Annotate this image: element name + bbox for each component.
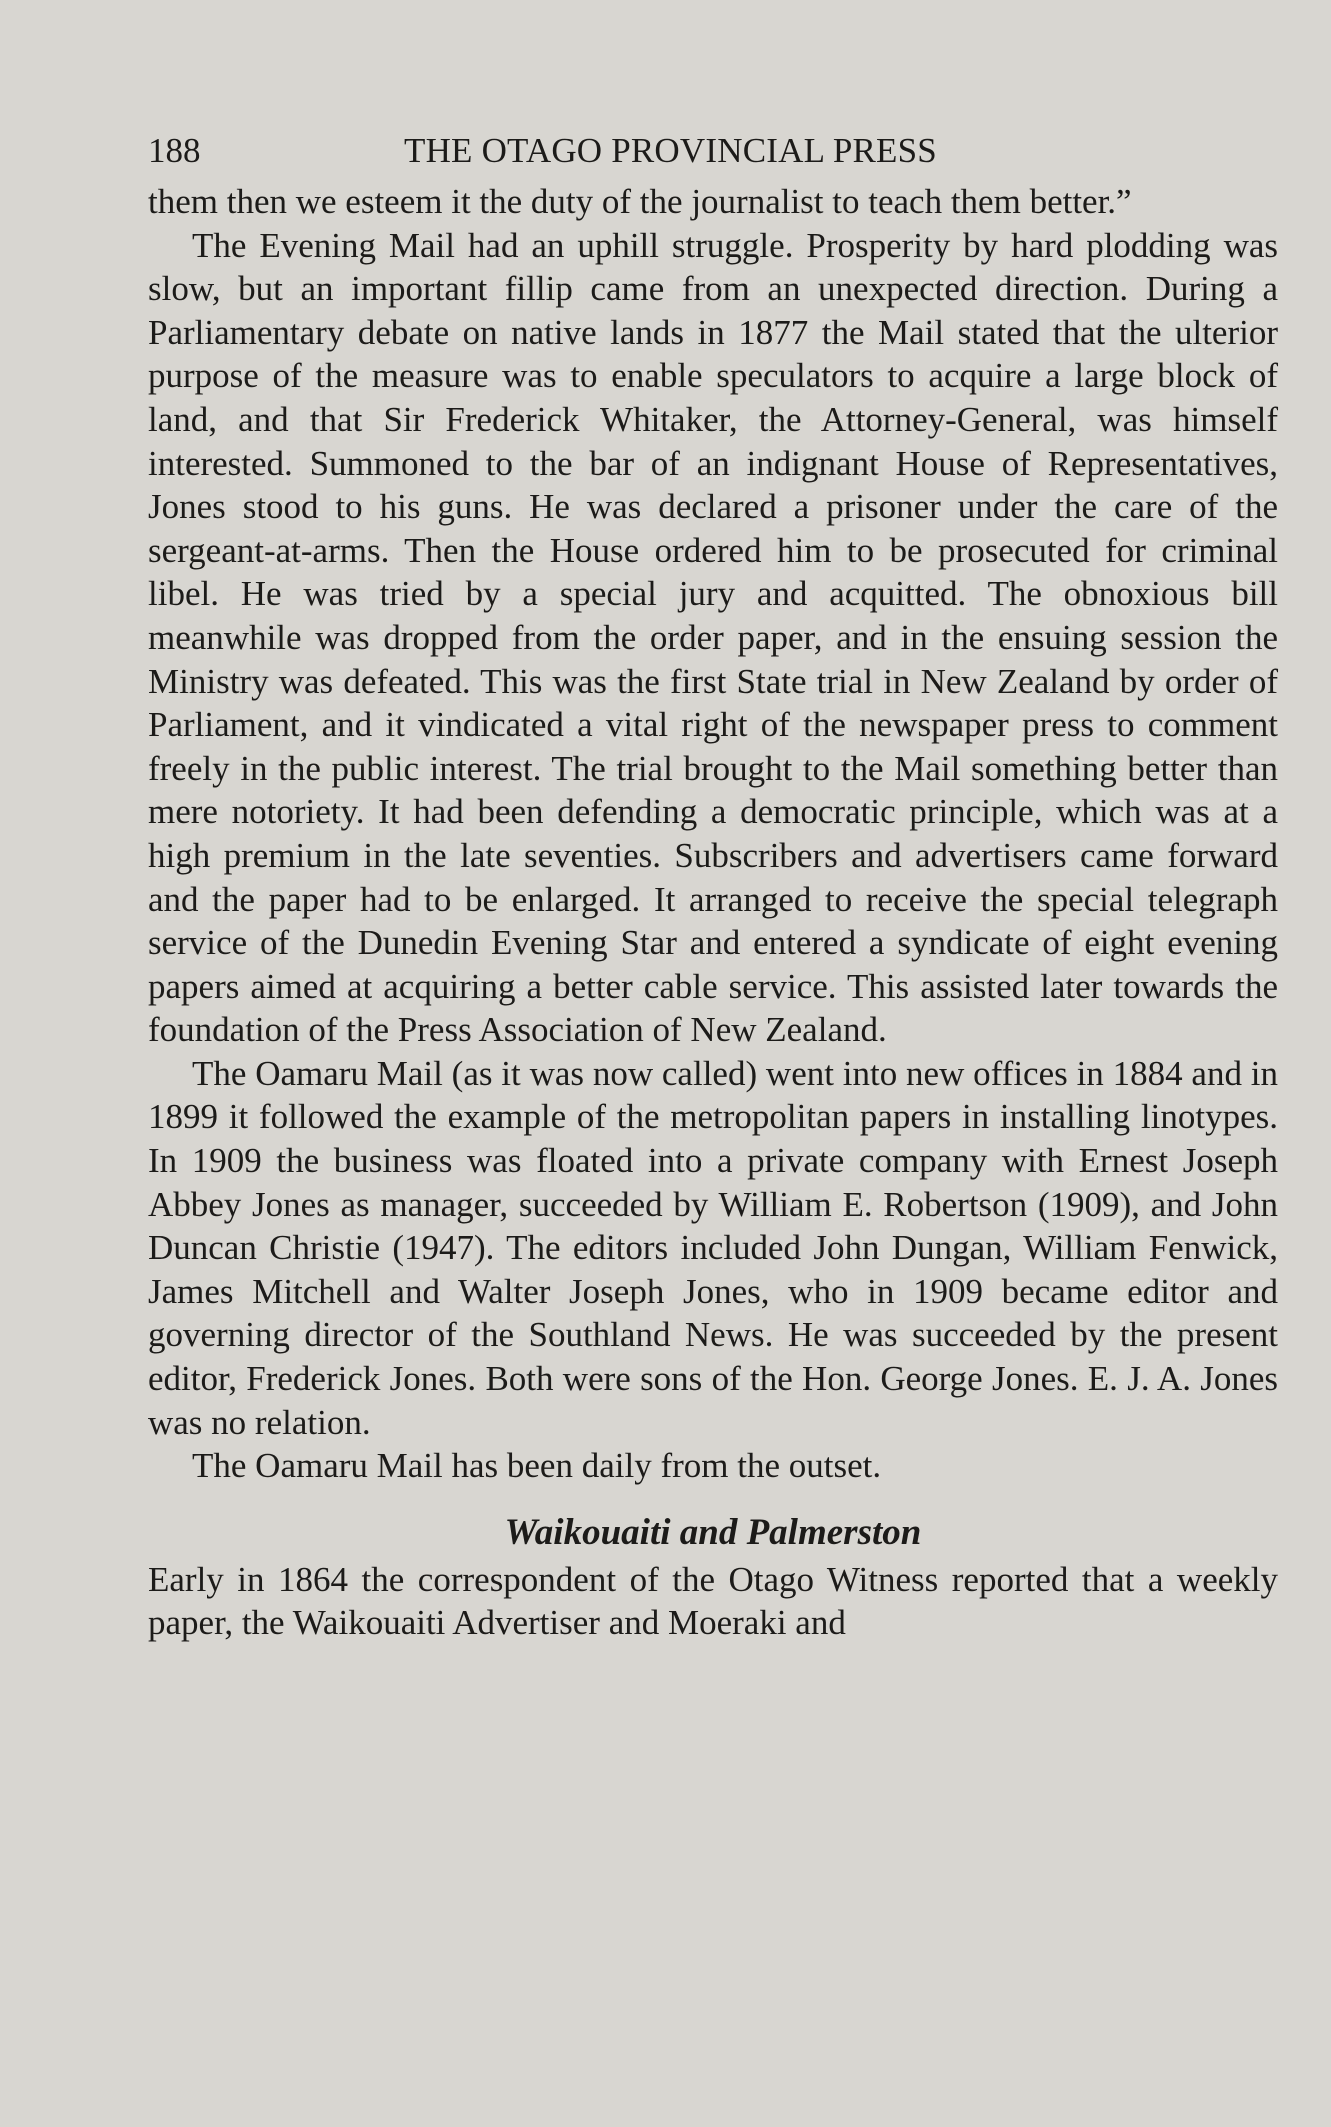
page-number: 188	[148, 131, 201, 170]
section-heading: Waikouaiti and Palmerston	[504, 1511, 922, 1553]
paragraph: Early in 1864 the correspondent of the Otago Witness reported that a weekly paper, the Waikouaiti Advertiser and Moeraki and	[148, 1559, 1278, 1643]
paragraph: The Oamaru Mail (as it was now called) went into new offices in 1884 and in 1899 it followed the example of the metropolitan papers in installing linotypes. In 1909 the business was floated into a private company with Ernest Joseph Abbey Jones as manager, succeeded by William E. Robertson (1909), and John Duncan Christie (1947). The editors included John Dungan, William Fenwick, James Mitchell and Walter Joseph Jones, who in 1909 became editor and governing director of the Southland News. He was succeeded by the present editor, Frederick Jones. Both were sons of the Hon. George Jones. E. J. A. Jones was no relation.	[148, 1053, 1278, 1442]
running-title: THE OTAGO PROVINCIAL PRESS	[404, 131, 937, 170]
paragraph: The Oamaru Mail has been daily from the outset.	[192, 1446, 882, 1486]
paragraph: The Evening Mail had an uphill struggle. Prosperity by hard plodding was slow, but an important fillip came from an unexpected direction. During a Parliamentary debate on native lands in 1877 the Mail stated that the ulterior purpose of the measure was to enable speculators to acquire a large block of land, and that Sir Frederick Whitaker, the Attorney-General, was himself interested. Summoned to the bar of an indignant House of Representatives, Jones stood to his guns. He was declared a prisoner under the care of the sergeant-at-arms. Then the House ordered him to be prosecuted for criminal libel. He was tried by a special jury and acquitted. The obnoxious bill meanwhile was dropped from the order paper, and in the ensuing session the Ministry was defeated. This was the first State trial in New Zealand by order of Parliament, and it vindicated a vital right of the newspaper press to comment freely in the public interest. The trial brought to the Mail something better than mere notoriety. It had been defending a democratic principle, which was at a high premium in the late seventies. Subscribers and advertisers came forward and the paper had to be enlarged. It arranged to receive the special telegraph service of the Dunedin Evening Star and entered a syndicate of eight evening papers aimed at acquiring a better cable service. This assisted later towards the foundation of the Press Association of New Zealand.	[148, 225, 1278, 1050]
body-text	[148, 180, 1278, 1645]
page-header	[148, 126, 1278, 176]
paragraph: them then we esteem it the duty of the journalist to teach them better.”	[148, 182, 1132, 221]
book-page	[148, 126, 1278, 1645]
